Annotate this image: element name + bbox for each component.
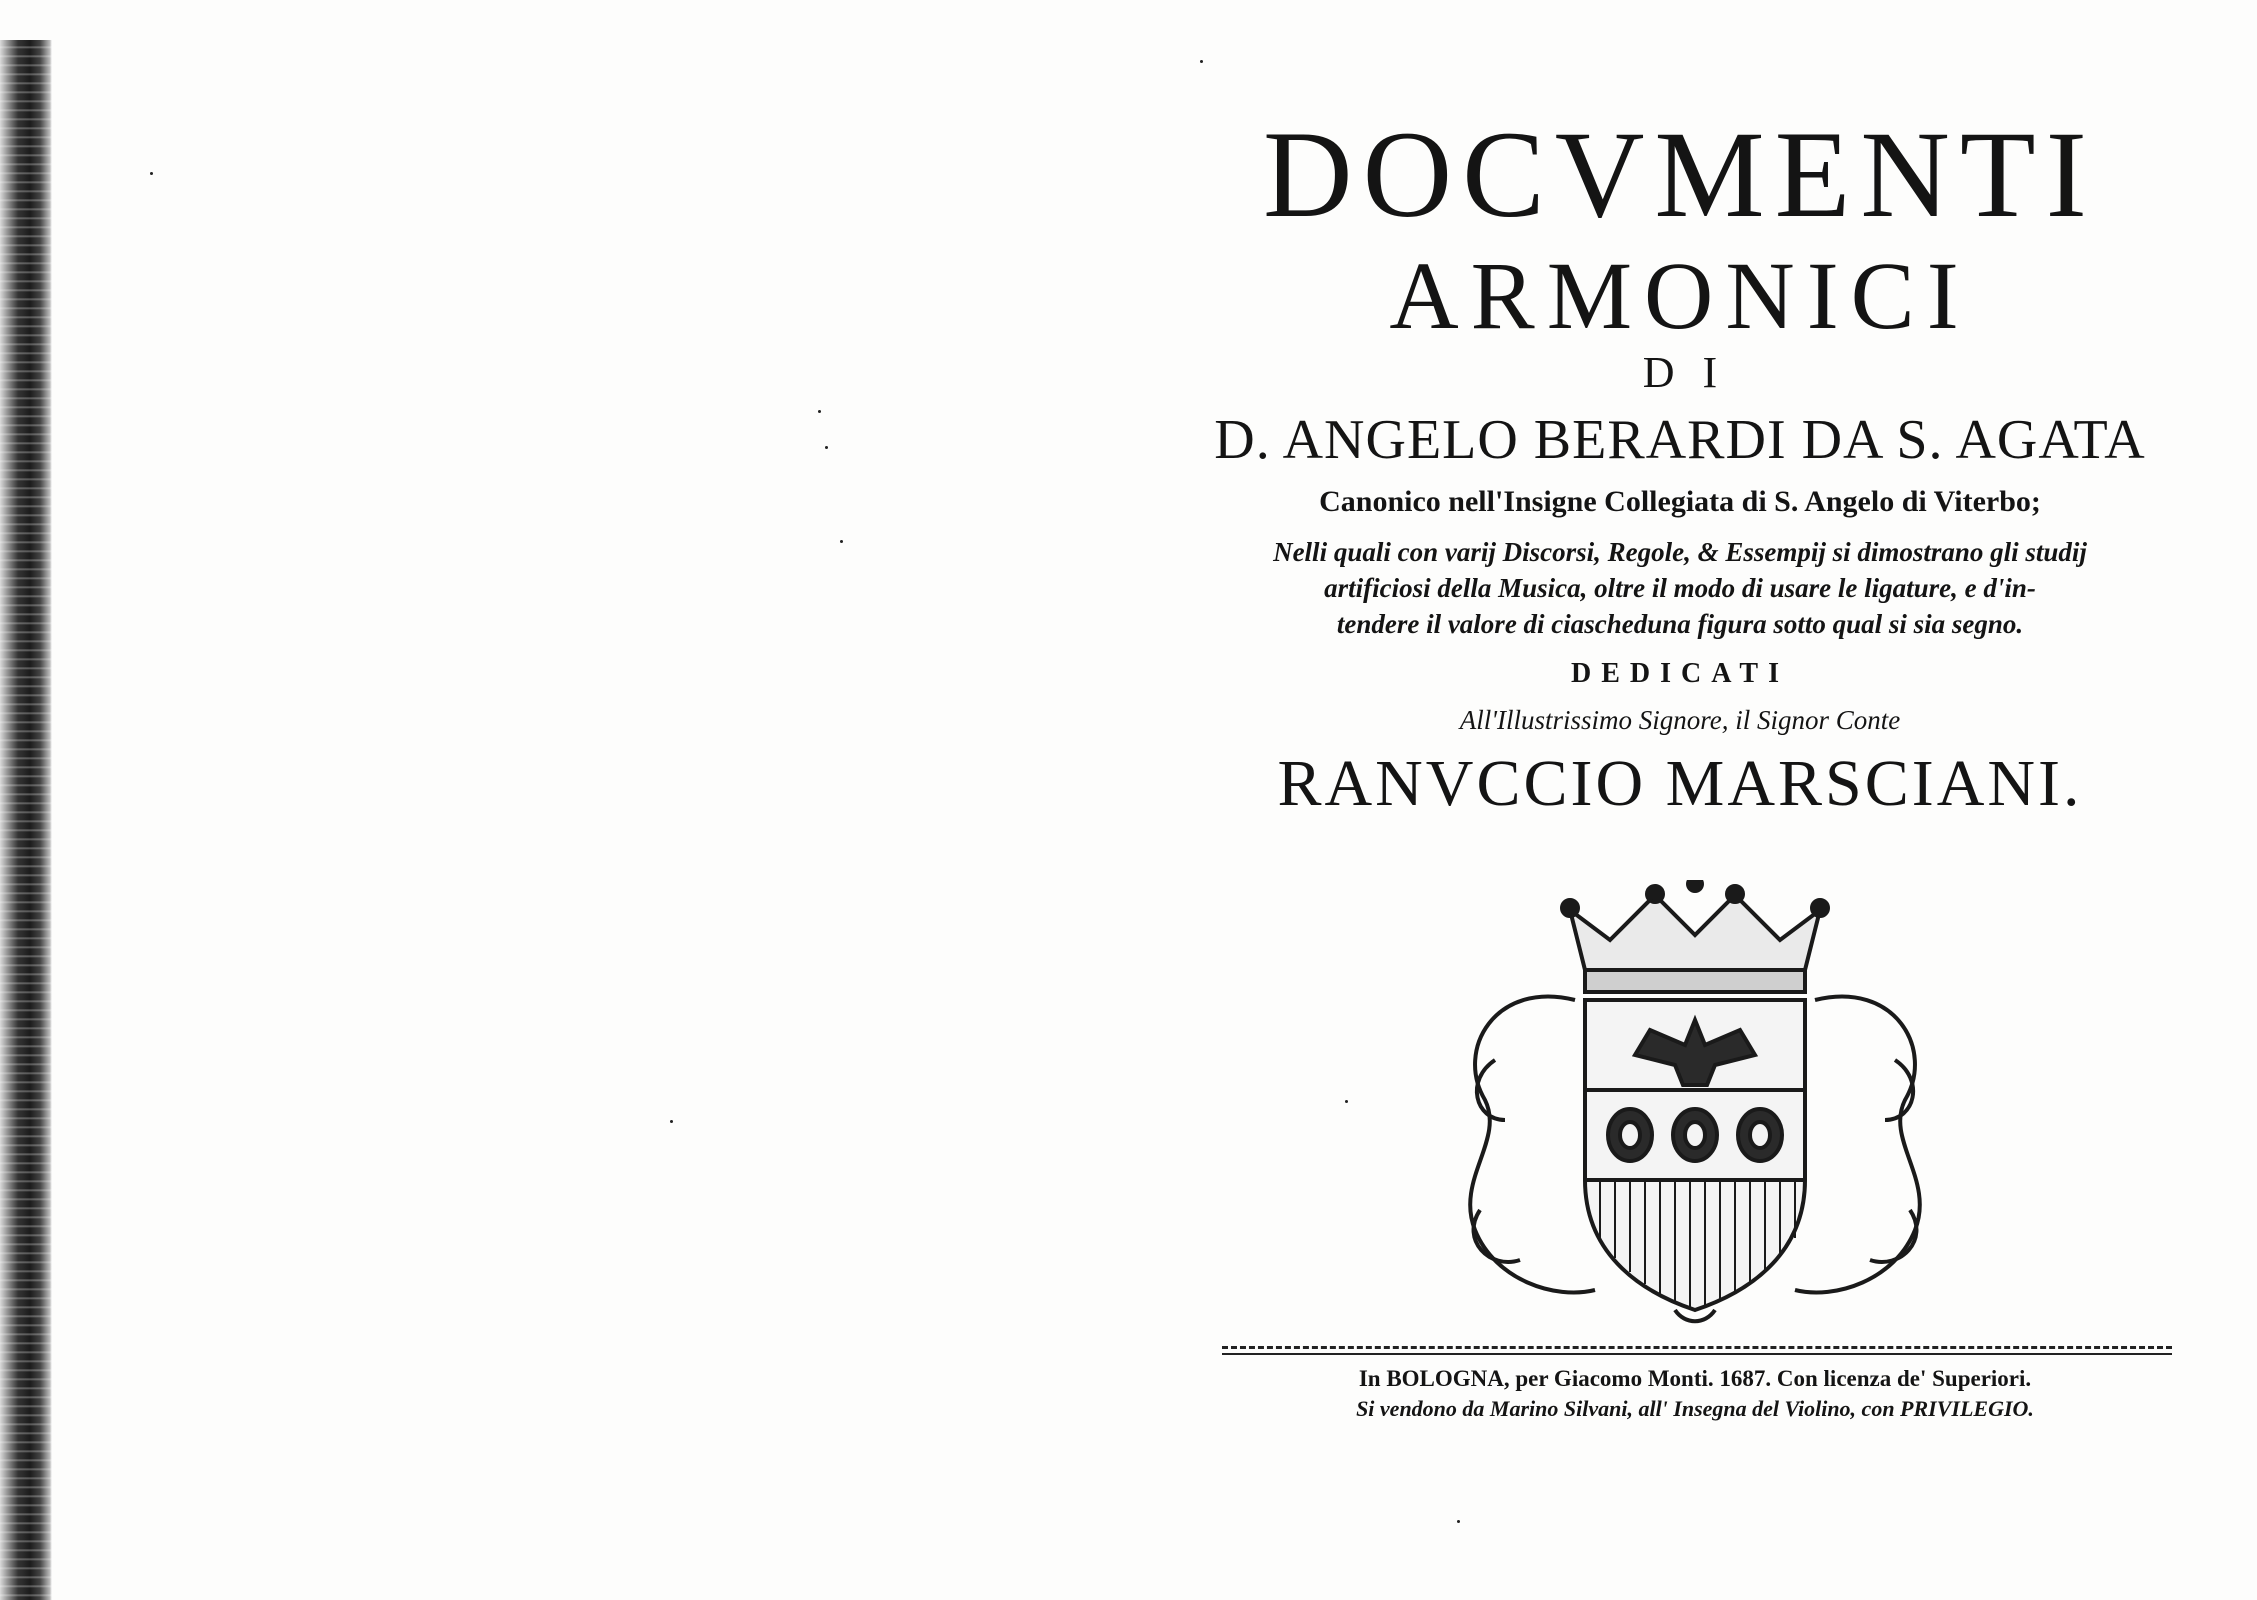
scan-speck	[1345, 1100, 1348, 1103]
scan-speck	[1200, 60, 1203, 63]
title-line-armonici: ARMONICI	[1389, 242, 1971, 349]
divider-rule	[1222, 1353, 2172, 1355]
divider-rule	[1222, 1346, 2172, 1349]
description-line: Nelli quali con varij Discorsi, Regole, & Essempij si dimostrano gli studij	[1273, 537, 2087, 567]
description-line: tendere il valore di ciascheduna figura sotto qual si sia segno.	[1336, 609, 2024, 639]
book-binding-spine	[0, 40, 52, 1600]
author-name: D. ANGELO BERARDI DA S. AGATA	[1214, 409, 2146, 471]
scan-speck	[840, 540, 843, 543]
imprint-seller-line: Si vendono da Marino Silvani, all' Insegna del Violino, con PRIVILEGIO.	[1356, 1396, 2034, 1421]
imprint-publisher-line: In BOLOGNA, per Giacomo Monti. 1687. Con licenza de' Superiori.	[1358, 1366, 2032, 1391]
scan-speck	[1457, 1520, 1460, 1523]
dedication-label: DEDICATI	[1571, 658, 1789, 689]
title-line-di: DI	[1642, 348, 1746, 397]
scan-speck	[825, 446, 828, 449]
dedication-to: All'Illustrissimo Signore, il Signor Conte	[1459, 705, 1901, 735]
crown-icon	[1570, 895, 1820, 970]
description-line: artificiosi della Musica, oltre il modo di usare le ligature, e d'in-	[1324, 573, 2036, 603]
scan-speck	[818, 410, 821, 413]
scan-speck	[150, 172, 153, 175]
title-block	[1170, 106, 2190, 820]
title-line-documenti: DOCVMENTI	[1263, 106, 2097, 243]
author-office: Canonico nell'Insigne Collegiata di S. Angelo di Viterbo;	[1319, 485, 2041, 518]
description-text	[1170, 534, 2190, 642]
scan-speck	[670, 1120, 673, 1123]
dedicatee-name: RANVCCIO MARSCIANI.	[1277, 747, 2083, 820]
coat-of-arms-icon	[1435, 880, 1955, 1330]
imprint-block	[1180, 1364, 2210, 1424]
